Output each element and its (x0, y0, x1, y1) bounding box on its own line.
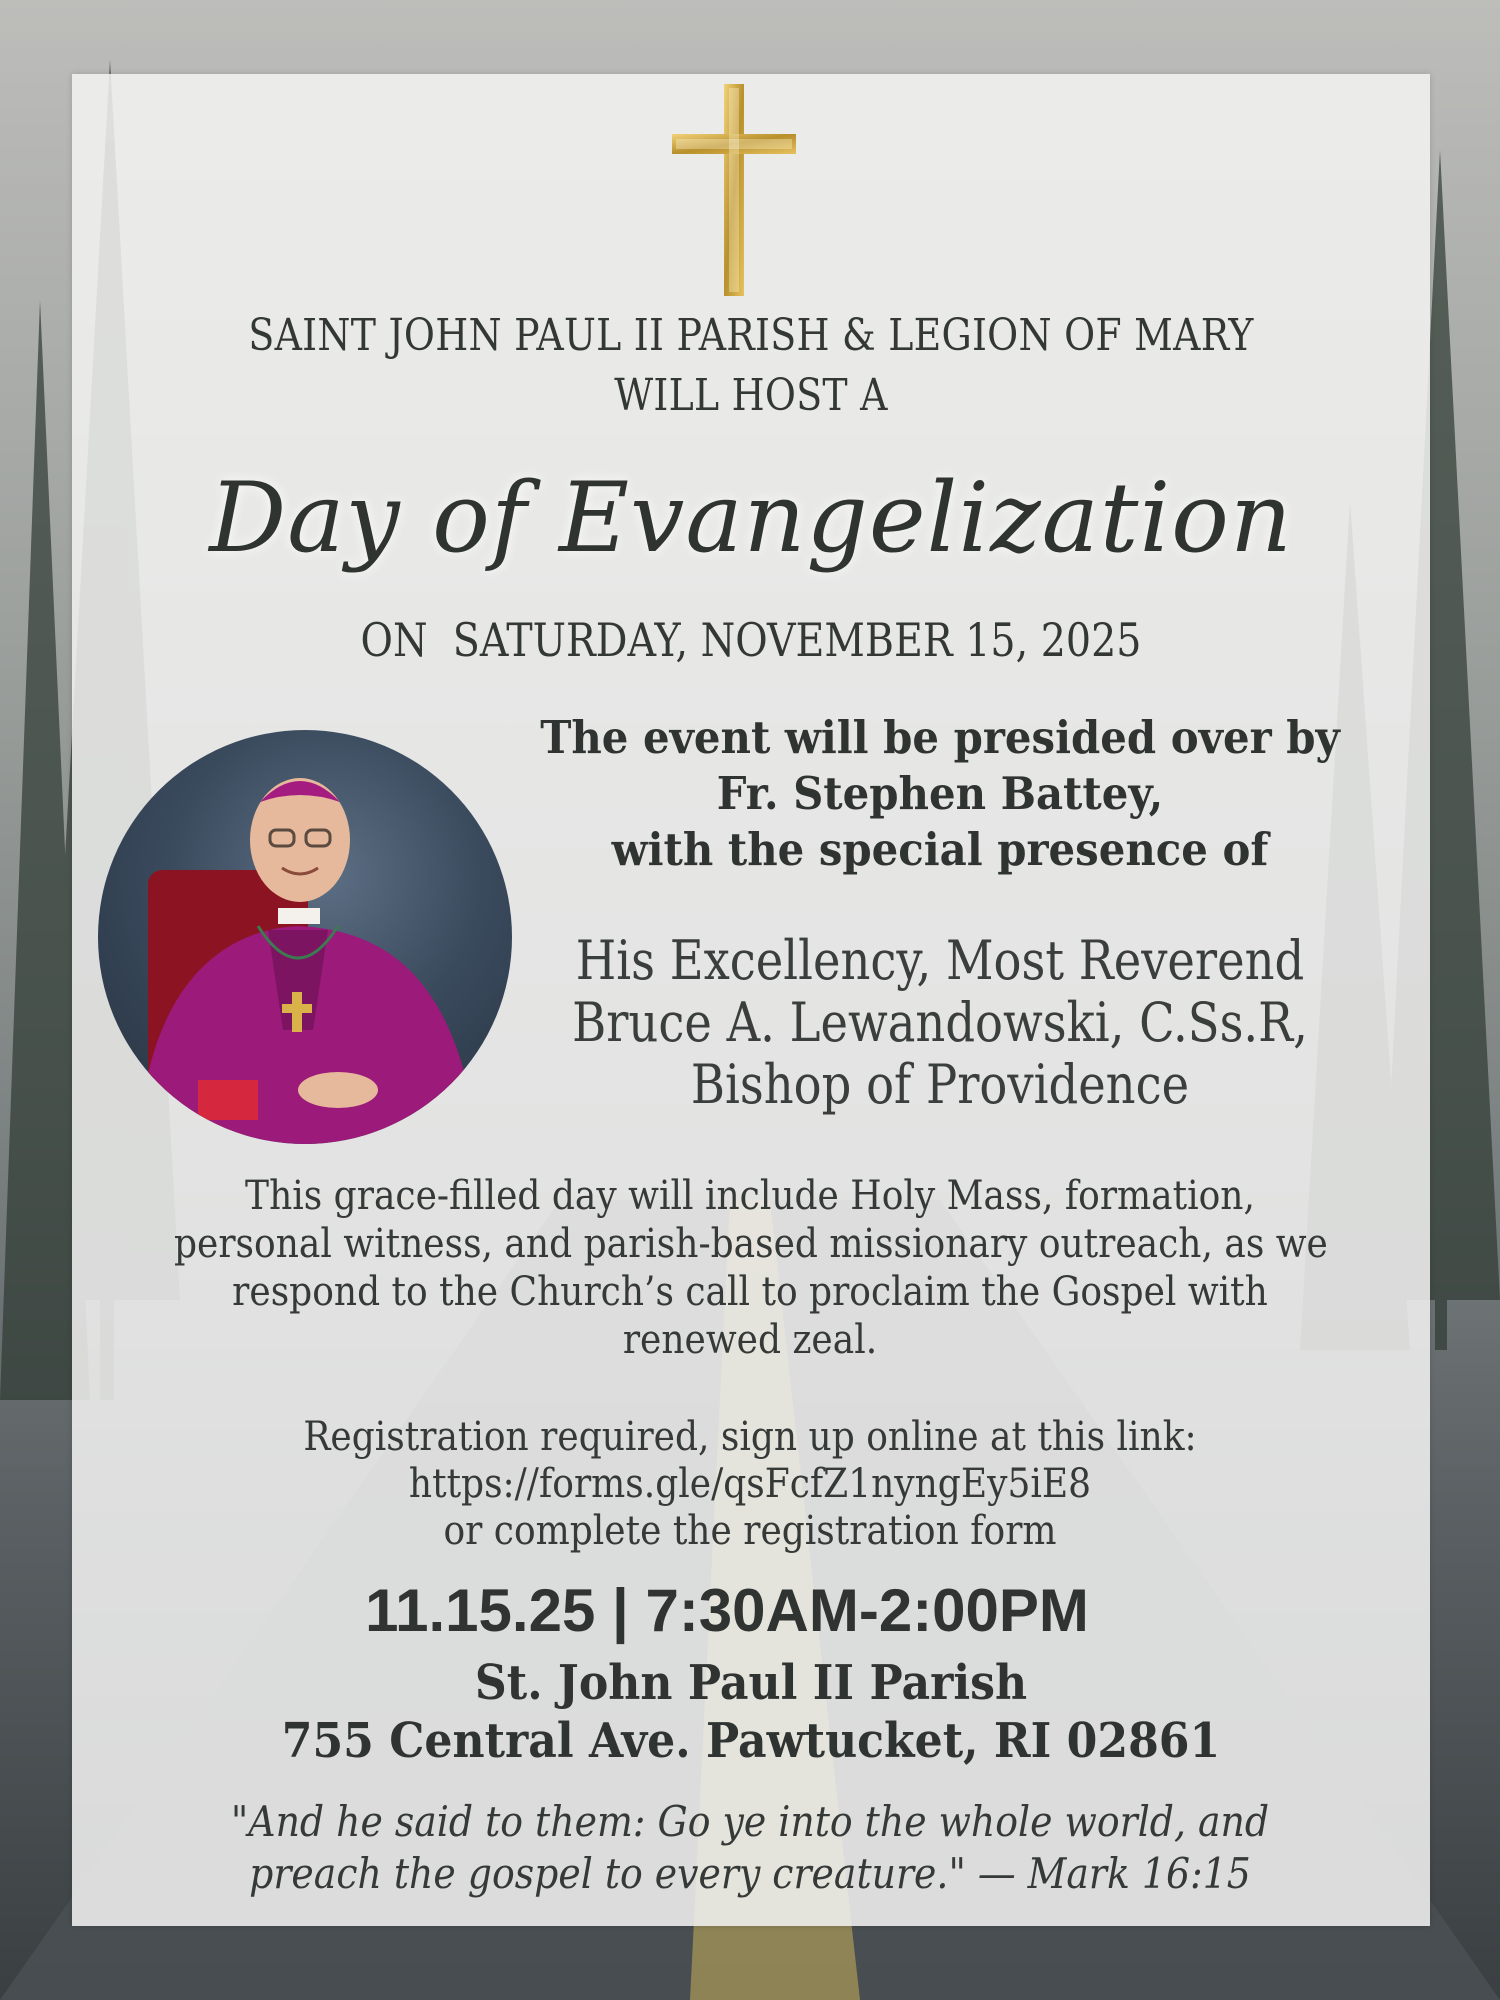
description-paragraph (110, 1172, 1390, 1364)
description-line-2: personal witness, and parish-based missionary outreach, as we (174, 1221, 1328, 1267)
registration-link[interactable]: https://forms.gle/qsFcfZ1nyngEy5iE8 (408, 1461, 1092, 1507)
registration-block (200, 1414, 1300, 1555)
description-line-1: This grace-filled day will include Holy Mass, formation, (245, 1173, 1255, 1219)
event-schedule: 11.15.25 | 7:30AM-2:00PM (365, 1577, 1089, 1644)
bishop-photo (98, 730, 512, 1144)
bishop-name (500, 930, 1380, 1116)
presided-line-1: The event will be presided over by (540, 711, 1340, 764)
event-date (72, 610, 1430, 670)
bishop-line-3: Bishop of Providence (690, 1053, 1190, 1116)
host-line-1: SAINT JOHN PAUL II PARISH & LEGION OF MARY (248, 310, 1254, 361)
quote-line-1: "And he said to them: Go ye into the whole world, and (230, 1797, 1270, 1846)
host-line-2: WILL HOST A (614, 370, 888, 421)
location-address: 755 Central Ave. Pawtucket, RI 02861 (281, 1713, 1221, 1769)
registration-line-3: or complete the registration form (443, 1508, 1057, 1554)
location-name: St. John Paul II Parish (474, 1655, 1028, 1711)
registration-line-1: Registration required, sign up online at this link: (303, 1414, 1197, 1460)
description-line-3: respond to the Church’s call to proclaim the Gospel with (232, 1269, 1268, 1315)
presided-line-3: with the special presence of (611, 823, 1269, 876)
scripture-quote (90, 1796, 1410, 1900)
bishop-line-1: His Excellency, Most Reverend (575, 929, 1305, 992)
presided-text (500, 710, 1380, 878)
event-location (72, 1654, 1430, 1770)
presided-line-2: Fr. Stephen Battey, (716, 767, 1164, 820)
bishop-portrait (98, 730, 512, 1144)
host-heading (72, 306, 1430, 426)
description-line-4: renewed zeal. (622, 1317, 878, 1363)
event-date-text: ON SATURDAY, NOVEMBER 15, 2025 (360, 613, 1142, 667)
gold-cross-icon (670, 82, 798, 298)
event-title: Day of Evangelization (209, 462, 1293, 574)
quote-line-2: preach the gospel to every creature." — Mark 16:15 (249, 1849, 1251, 1898)
bishop-line-2: Bruce A. Lewandowski, C.Ss.R, (572, 991, 1308, 1054)
